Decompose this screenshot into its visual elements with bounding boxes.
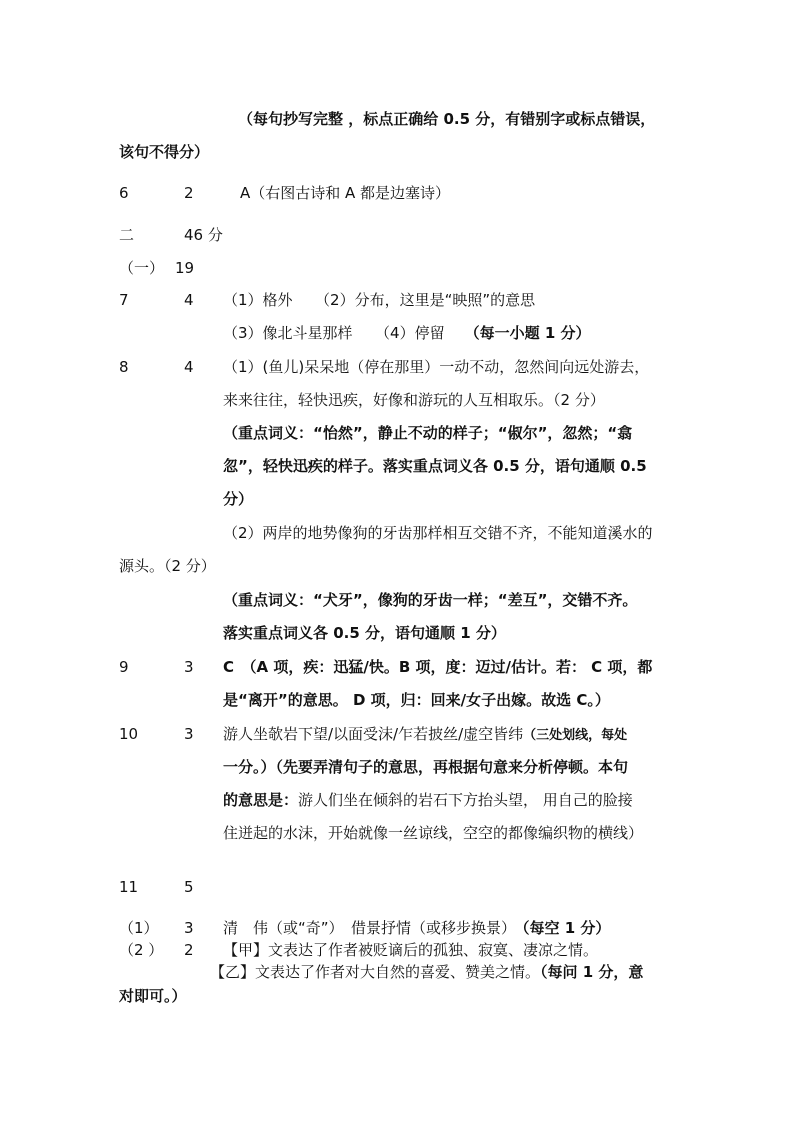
q7-answer-text: （3）像北斗星那样 （4）停留 <box>223 324 445 342</box>
q8-note-1-line-1: （重点词义：“怡然”，静止不动的样子；“俶尔”，忽然；“翕 <box>223 424 633 442</box>
part-1-score: 19 <box>175 259 195 277</box>
q11-sub2-note: （每问 1 分，意 <box>540 963 644 981</box>
section-2-label: 二 <box>119 226 135 244</box>
q8-note-2-line-2: 落实重点词义各 0.5 分，语句通顺 1 分） <box>223 624 506 642</box>
q8-score: 4 <box>184 358 194 376</box>
q8-note-2-line-1: （重点词义：“犬牙”，像狗的牙齿一样；“差互”，交错不齐。 <box>223 591 638 609</box>
q10-number: 10 <box>119 725 139 743</box>
q7-score-note: （每一小题 1 分） <box>464 324 591 342</box>
q8-number: 8 <box>119 358 129 376</box>
q10-score: 3 <box>184 725 194 743</box>
q11-sub2-score: 2 <box>184 941 194 959</box>
q9-score: 3 <box>184 658 194 676</box>
q8-answer-1-line-2: 来来往往，轻快迅疾，好像和游玩的人互相取乐。（2 分） <box>223 391 605 409</box>
q11-sub2-answer-jia: 【甲】文表达了作者被贬谪后的孤独、寂寞、凄凉之情。 <box>223 941 599 959</box>
q7-score: 4 <box>184 291 194 309</box>
q10-meaning-label: 的意思是： <box>223 791 299 809</box>
q8-note-1-line-3: 分） <box>223 490 254 508</box>
q11-sub2-note-end: 对即可。） <box>119 987 187 1005</box>
q11-sub2-yi-text: 【乙】文表达了作者对大自然的喜爱、赞美之情。 <box>210 963 541 981</box>
q7-number: 7 <box>119 291 129 309</box>
q6-number: 6 <box>119 184 129 202</box>
q7-answer-line-2 <box>223 323 590 343</box>
q9-number: 9 <box>119 658 129 676</box>
q8-note-1-line-2: 忽”，轻快迅疾的样子。落实重点词义各 0.5 分，语句通顺 0.5 <box>223 457 647 475</box>
section-2-score: 46 分 <box>184 226 223 244</box>
q10-explain-line-2 <box>223 790 633 810</box>
q10-answer-line-1 <box>223 724 627 746</box>
q11-sub1-note: （每空 1 分） <box>522 919 611 937</box>
q9-answer-line-2: 是“离开”的意思。 D 项，归：回来/女子出嫁。故选 C。） <box>223 691 610 709</box>
q9-answer-line-1: C （A 项，疾：迅猛/快。B 项，度：迈过/估计。若： C 项，都 <box>223 658 653 676</box>
q10-explain-line-1: 一分。）（先要弄清句子的意思，再根据句意来分析停顿。本句 <box>223 758 629 776</box>
q10-answer-text: 游人坐欹岩下望/以面受沫/乍若披丝/虚空皆纬 <box>223 725 524 743</box>
q11-sub1-text: 清 伟（或“奇”） 借景抒情（或移步换景） <box>223 919 517 937</box>
q10-meaning-text: 游人们坐在倾斜的岩石下方抬头望， 用自己的脸接 <box>298 791 633 809</box>
q11-sub1-answer <box>223 918 610 938</box>
q10-explain-line-3: 住迸起的水沫，开始就像一丝谅线，空空的都像编织物的横线） <box>223 824 644 842</box>
header-line-2: 该句不得分） <box>119 143 210 161</box>
header-line-1: （每句抄写完整 ，标点正确给 0.5 分，有错别字或标点错误， <box>238 110 656 128</box>
q8-answer-2-line-1: （2）两岸的地势像狗的牙齿那样相互交错不齐，不能知道溪水的 <box>223 524 653 542</box>
part-1-label: （一） <box>119 259 165 277</box>
q7-answer-line-1: （1）格外 （2）分布，这里是“映照”的意思 <box>223 291 536 309</box>
q10-score-note: （三处划线，每处 <box>523 728 628 743</box>
q11-number: 11 <box>119 878 139 896</box>
q8-answer-2-line-2: 源头。（2 分） <box>119 557 216 575</box>
q11-sub1-number: （1） <box>119 919 159 937</box>
q11-sub2-answer-yi <box>210 962 643 982</box>
q6-score: 2 <box>184 184 194 202</box>
q8-answer-1-line-1: （1）(鱼儿)呆呆地（停在那里）一动不动，忽然间向远处游去， <box>223 358 650 376</box>
q6-answer: A（右图古诗和 A 都是边塞诗） <box>240 184 451 202</box>
q11-sub1-score: 3 <box>184 919 194 937</box>
q11-sub2-number: （2 ） <box>119 941 164 959</box>
q11-score: 5 <box>184 878 194 896</box>
